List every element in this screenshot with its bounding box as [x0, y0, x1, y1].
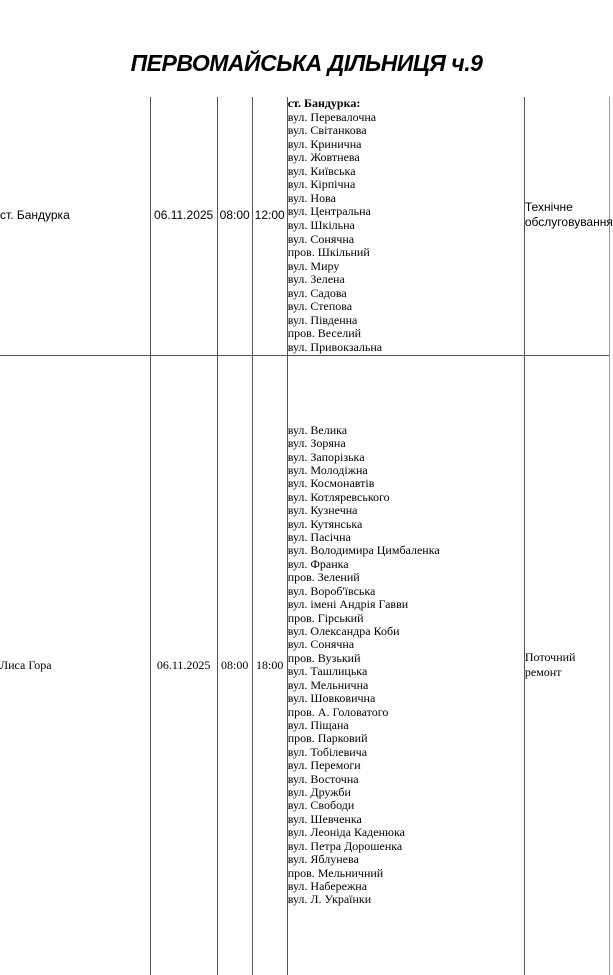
outage-schedule-table: [0, 96, 613, 975]
street-line: вул. Молодіжна: [287, 462, 368, 477]
streets-list: [288, 424, 524, 907]
date-cell: 06.11.2025: [150, 355, 217, 975]
street-line: вул. Мельнична: [287, 677, 369, 692]
street-line: вул. Нова: [287, 190, 336, 205]
street-line: вул. Ташлицька: [287, 664, 368, 679]
street-line: вул. Шевченка: [287, 811, 362, 826]
street-line: вул. Шовковична: [287, 691, 376, 706]
street-line: вул. Світанкова: [287, 123, 367, 138]
table-row: [0, 355, 610, 975]
street-line: вул. Восточна: [287, 771, 359, 786]
street-line: вул. Зелена: [287, 272, 345, 287]
street-line: вул. Кузнечна: [287, 503, 358, 518]
street-line: вул. Леоніда Каденюка: [287, 825, 405, 840]
end-time-cell: 12:00: [252, 97, 287, 355]
streets-list: [288, 111, 524, 355]
street-line: пров. Гірський: [287, 610, 364, 625]
street-line: вул. Перевалочна: [287, 109, 377, 124]
street-line: вул. імені Андрія Гавви: [287, 597, 409, 612]
street-line: вул. Привокзальна: [287, 339, 383, 354]
street-line: вул. Жовтнева: [287, 150, 360, 165]
work-type-cell: Поточний ремонт: [524, 355, 609, 975]
street-line: пров. Парковий: [287, 731, 368, 746]
streets-cell: [287, 97, 524, 355]
streets-header: ст. Бандурка:: [287, 96, 361, 111]
street-line: пров. Зелений: [287, 570, 360, 585]
street-line: вул. Л. Українки: [287, 892, 372, 907]
work-type-cell: Технічне обслуговування: [524, 97, 609, 355]
street-line: вул. Степова: [287, 299, 353, 314]
start-time-cell: 08:00: [217, 97, 252, 355]
streets-cell: [287, 355, 524, 975]
street-line: пров. Мельничний: [287, 865, 384, 880]
street-line: вул. Зоряна: [287, 436, 346, 451]
end-time-cell: 18:00: [252, 355, 287, 975]
street-line: пров. Вузький: [287, 650, 361, 665]
street-line: вул. Котляревського: [287, 489, 390, 504]
street-line: пров. Шкільний: [287, 245, 370, 260]
street-line: вул. Кірпічна: [287, 177, 356, 192]
street-line: вул. Миру: [287, 258, 340, 273]
street-line: вул. Дружби: [287, 785, 351, 800]
street-line: пров. Веселий: [287, 326, 362, 341]
street-line: вул. Франка: [287, 556, 349, 571]
street-line: вул. Шкільна: [287, 217, 355, 232]
street-line: вул. Південна: [287, 312, 358, 327]
street-line: вул. Центральна: [287, 204, 371, 219]
location-cell: ст. Бандурка: [0, 207, 70, 222]
street-line: вул. Запорізька: [287, 449, 365, 464]
location-cell: Лиса Гора: [0, 355, 150, 975]
street-line: вул. Петра Дорошенка: [287, 838, 403, 853]
street-line: вул. Космонавтів: [287, 476, 375, 491]
start-time-cell: 08:00: [217, 355, 252, 975]
street-line: вул. Олександра Коби: [287, 623, 400, 638]
street-line: вул. Садова: [287, 285, 347, 300]
street-line: вул. Пасічна: [287, 530, 351, 545]
street-line: вул. Перемоги: [287, 758, 361, 773]
street-line: вул. Набережна: [287, 879, 368, 893]
street-line: вул. Яблунева: [287, 852, 359, 867]
street-line: вул. Кринична: [287, 136, 362, 151]
street-line: вул. Володимира Цимбаленка: [287, 543, 440, 558]
street-line: вул. Сонячна: [287, 637, 355, 652]
date-cell: 06.11.2025: [150, 97, 217, 355]
street-line: вул. Велика: [287, 422, 348, 437]
street-line: вул. Київська: [287, 163, 356, 178]
page-title: ПЕРВОМАЙСЬКА ДІЛЬНИЦЯ ч.9: [130, 50, 483, 76]
street-line: вул. Піщана: [287, 717, 349, 732]
street-line: вул. Кутянська: [287, 516, 363, 531]
street-line: вул. Тобілевича: [287, 744, 368, 759]
table-row: [0, 97, 610, 355]
street-line: вул. Вороб'ївська: [287, 583, 376, 598]
street-line: вул. Свободи: [287, 798, 355, 813]
street-line: вул. Сонячна: [287, 231, 355, 246]
street-line: пров. А. Головатого: [287, 704, 389, 719]
